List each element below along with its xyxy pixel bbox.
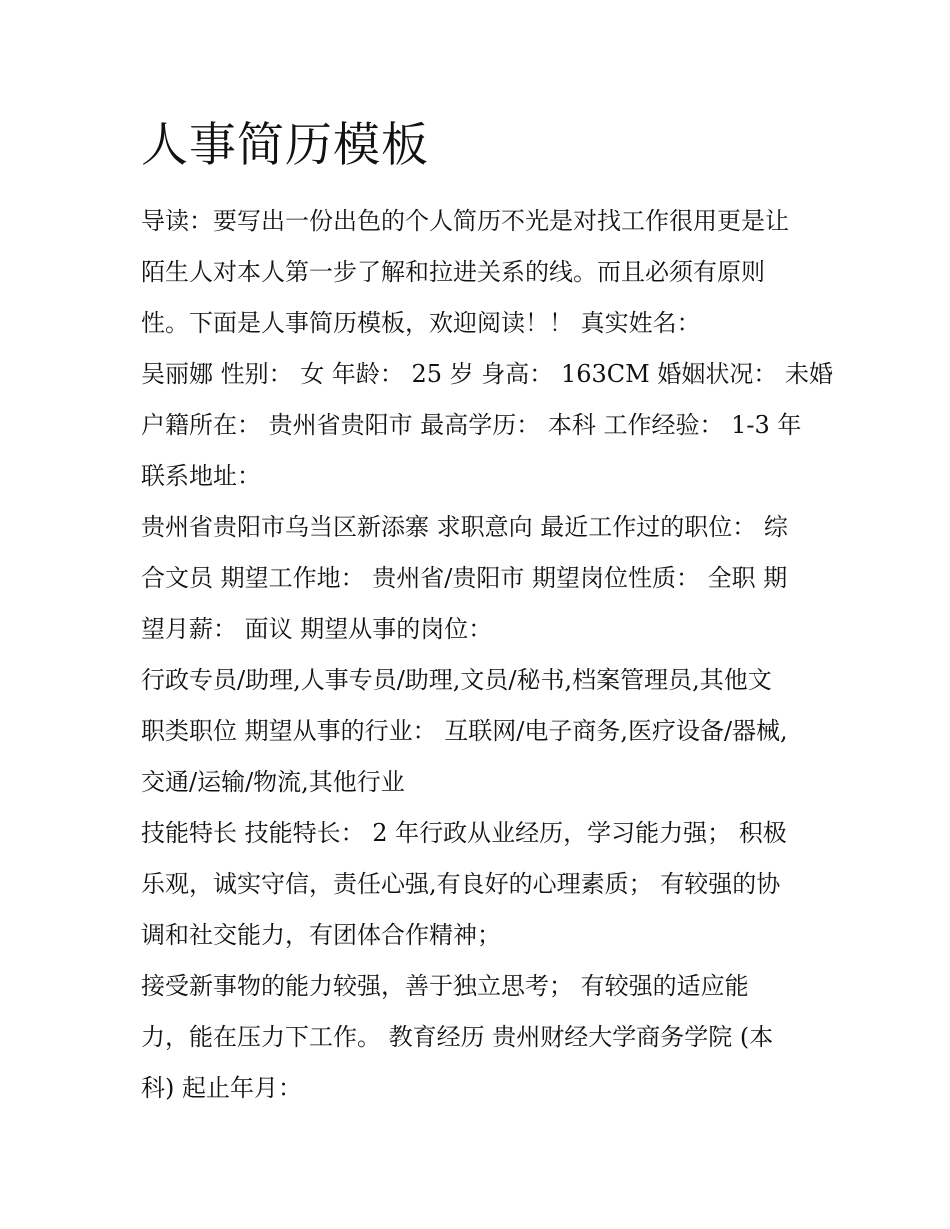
text-line: 户籍所在： 贵州省贵阳市 最高学历： 本科 工作经验： 1-3 年 [141,411,802,439]
text-line: 力，能在压力下工作。 教育经历 贵州财经大学商务学院 (本 [141,1023,774,1051]
text-line: 贵州省贵阳市乌当区新添寨 求职意向 最近工作过的职位： 综 [141,513,788,541]
text-line: 导读：要写出一份出色的个人简历不光是对找工作很用更是让 [141,207,789,235]
text-line: 望月薪： 面议 期望从事的岗位： [141,615,493,643]
text-line: 乐观，诚实守信，责任心强,有良好的心理素质； 有较强的协 [141,870,781,898]
text-line: 联系地址： [141,462,261,490]
document-body [141,196,833,1114]
page-title: 人事简历模板 [141,118,429,173]
text-line: 性。下面是人事简历模板，欢迎阅读！！ 真实姓名： [141,309,701,337]
text-line: 技能特长 技能特长： 2 年行政从业经历，学习能力强； 积极 [141,819,787,847]
text-line: 职类职位 期望从事的行业： 互联网/电子商务,医疗设备/器械, [141,717,788,745]
text-line: 科) 起止年月： [141,1074,302,1102]
text-line: 接受新事物的能力较强，善于独立思考； 有较强的适应能 [141,972,749,1000]
text-line: 合文员 期望工作地： 贵州省/贵阳市 期望岗位性质： 全职 期 [141,564,788,592]
text-line: 交通/运输/物流,其他行业 [141,768,405,796]
text-line: 调和社交能力，有团体合作精神； [141,921,501,949]
text-line: 陌生人对本人第一步了解和拉进关系的线。而且必须有原则 [141,258,765,286]
text-line: 行政专员/助理,人事专员/助理,文员/秘书,档案管理员,其他文 [141,666,772,694]
text-line: 吴丽娜 性别： 女 年龄： 25 岁 身高： 163CM 婚姻状况： 未婚 [141,360,833,388]
